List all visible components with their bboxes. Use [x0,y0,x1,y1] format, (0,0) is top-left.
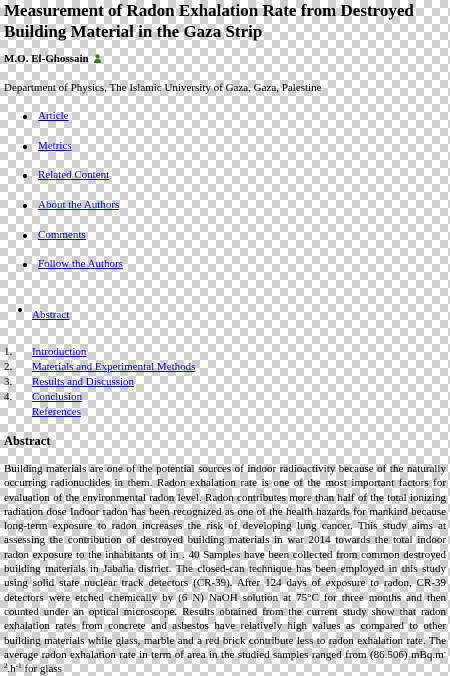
toc-link-introduction[interactable]: Introduction [32,346,87,358]
abstract-heading: Abstract [4,434,51,448]
nav-link-abstract[interactable]: Abstract [32,309,70,321]
nav-link-related-content[interactable]: Related Content [38,169,110,181]
bullet-marker [23,204,27,208]
abstract-tail: for glass [21,663,62,676]
toc-number: 4. [4,391,13,403]
bullet-marker [23,234,27,238]
page-title: Measurement of Radon Exhalation Rate from Destroyed Building Material in the Gaza Strip [4,1,414,41]
author-name[interactable]: M.O. El-Ghossain [4,53,89,65]
toc-number: 1. [4,346,13,358]
bullet-marker [18,308,22,312]
toc-number: 3. [4,376,13,388]
nav-link-article[interactable]: Article [38,110,69,122]
unit-superscript: -2 [4,647,446,671]
author-line [4,53,101,65]
toc-number: 2. [4,361,13,373]
nav-link-comments[interactable]: Comments [38,229,86,241]
abstract-body [4,462,446,676]
bullet-marker [23,115,27,119]
bullet-marker [23,174,27,178]
abstract-text: Building materials are one of the potential sources of indoor radioactivity because of the naturally occurring radionuclides in them. Radon exhalation rate is one of the most important factors for evaluation of the environmental radon level. Radon contributes more than half of the total ionizing radiation dose Indoor radon has been recognized as one of the health hazards for mankind because long-term exposure to radon increases the risk of developing lung cancer. This study aims at assessing the contribution of destroyed building materials in war 2014 towards the total indoor radon exposure to the inhabitants of in . 40 Samples have been collected from common destroyed building materials in Jabalia district. The closed-can technique has been employed in this study using solid state nuclear track detectors (CR-39). After 124 days of exposure to radon, CR-39 detectors were etched chemically by (6 N) NaOH solution at 75°C for three months and then counted under an optical microscope. Results obtained from the current study show that radon exhalation rates from concrete and asbestos have relatively high values as compared to other building materials while glass, marble and a red brick contribute less to radon exhalation rate. The average radon exhalation rate in term of area in the studied samples ranged from (86.506) mBq.m [4,463,446,661]
affiliation: Department of Physics, The Islamic University of Gaza, Gaza, Palestine [4,82,322,94]
toc-link-materials-methods[interactable]: Materials and Experimental Methods [32,361,196,373]
person-icon[interactable] [94,54,101,63]
nav-link-about-the-authors[interactable]: About the Authors [38,199,120,211]
nav-link-metrics[interactable]: Metrics [38,140,72,152]
unit-text: .h [7,663,16,676]
bullet-marker [23,263,27,267]
toc-link-references[interactable]: References [32,406,81,418]
nav-link-follow-the-authors[interactable]: Follow the Authors [38,258,123,270]
toc-link-results-discussion[interactable]: Results and Discussion [32,376,135,388]
unit-superscript: -1 [15,662,22,671]
bullet-marker [23,145,27,149]
toc-link-conclusion[interactable]: Conclusion [32,391,83,403]
